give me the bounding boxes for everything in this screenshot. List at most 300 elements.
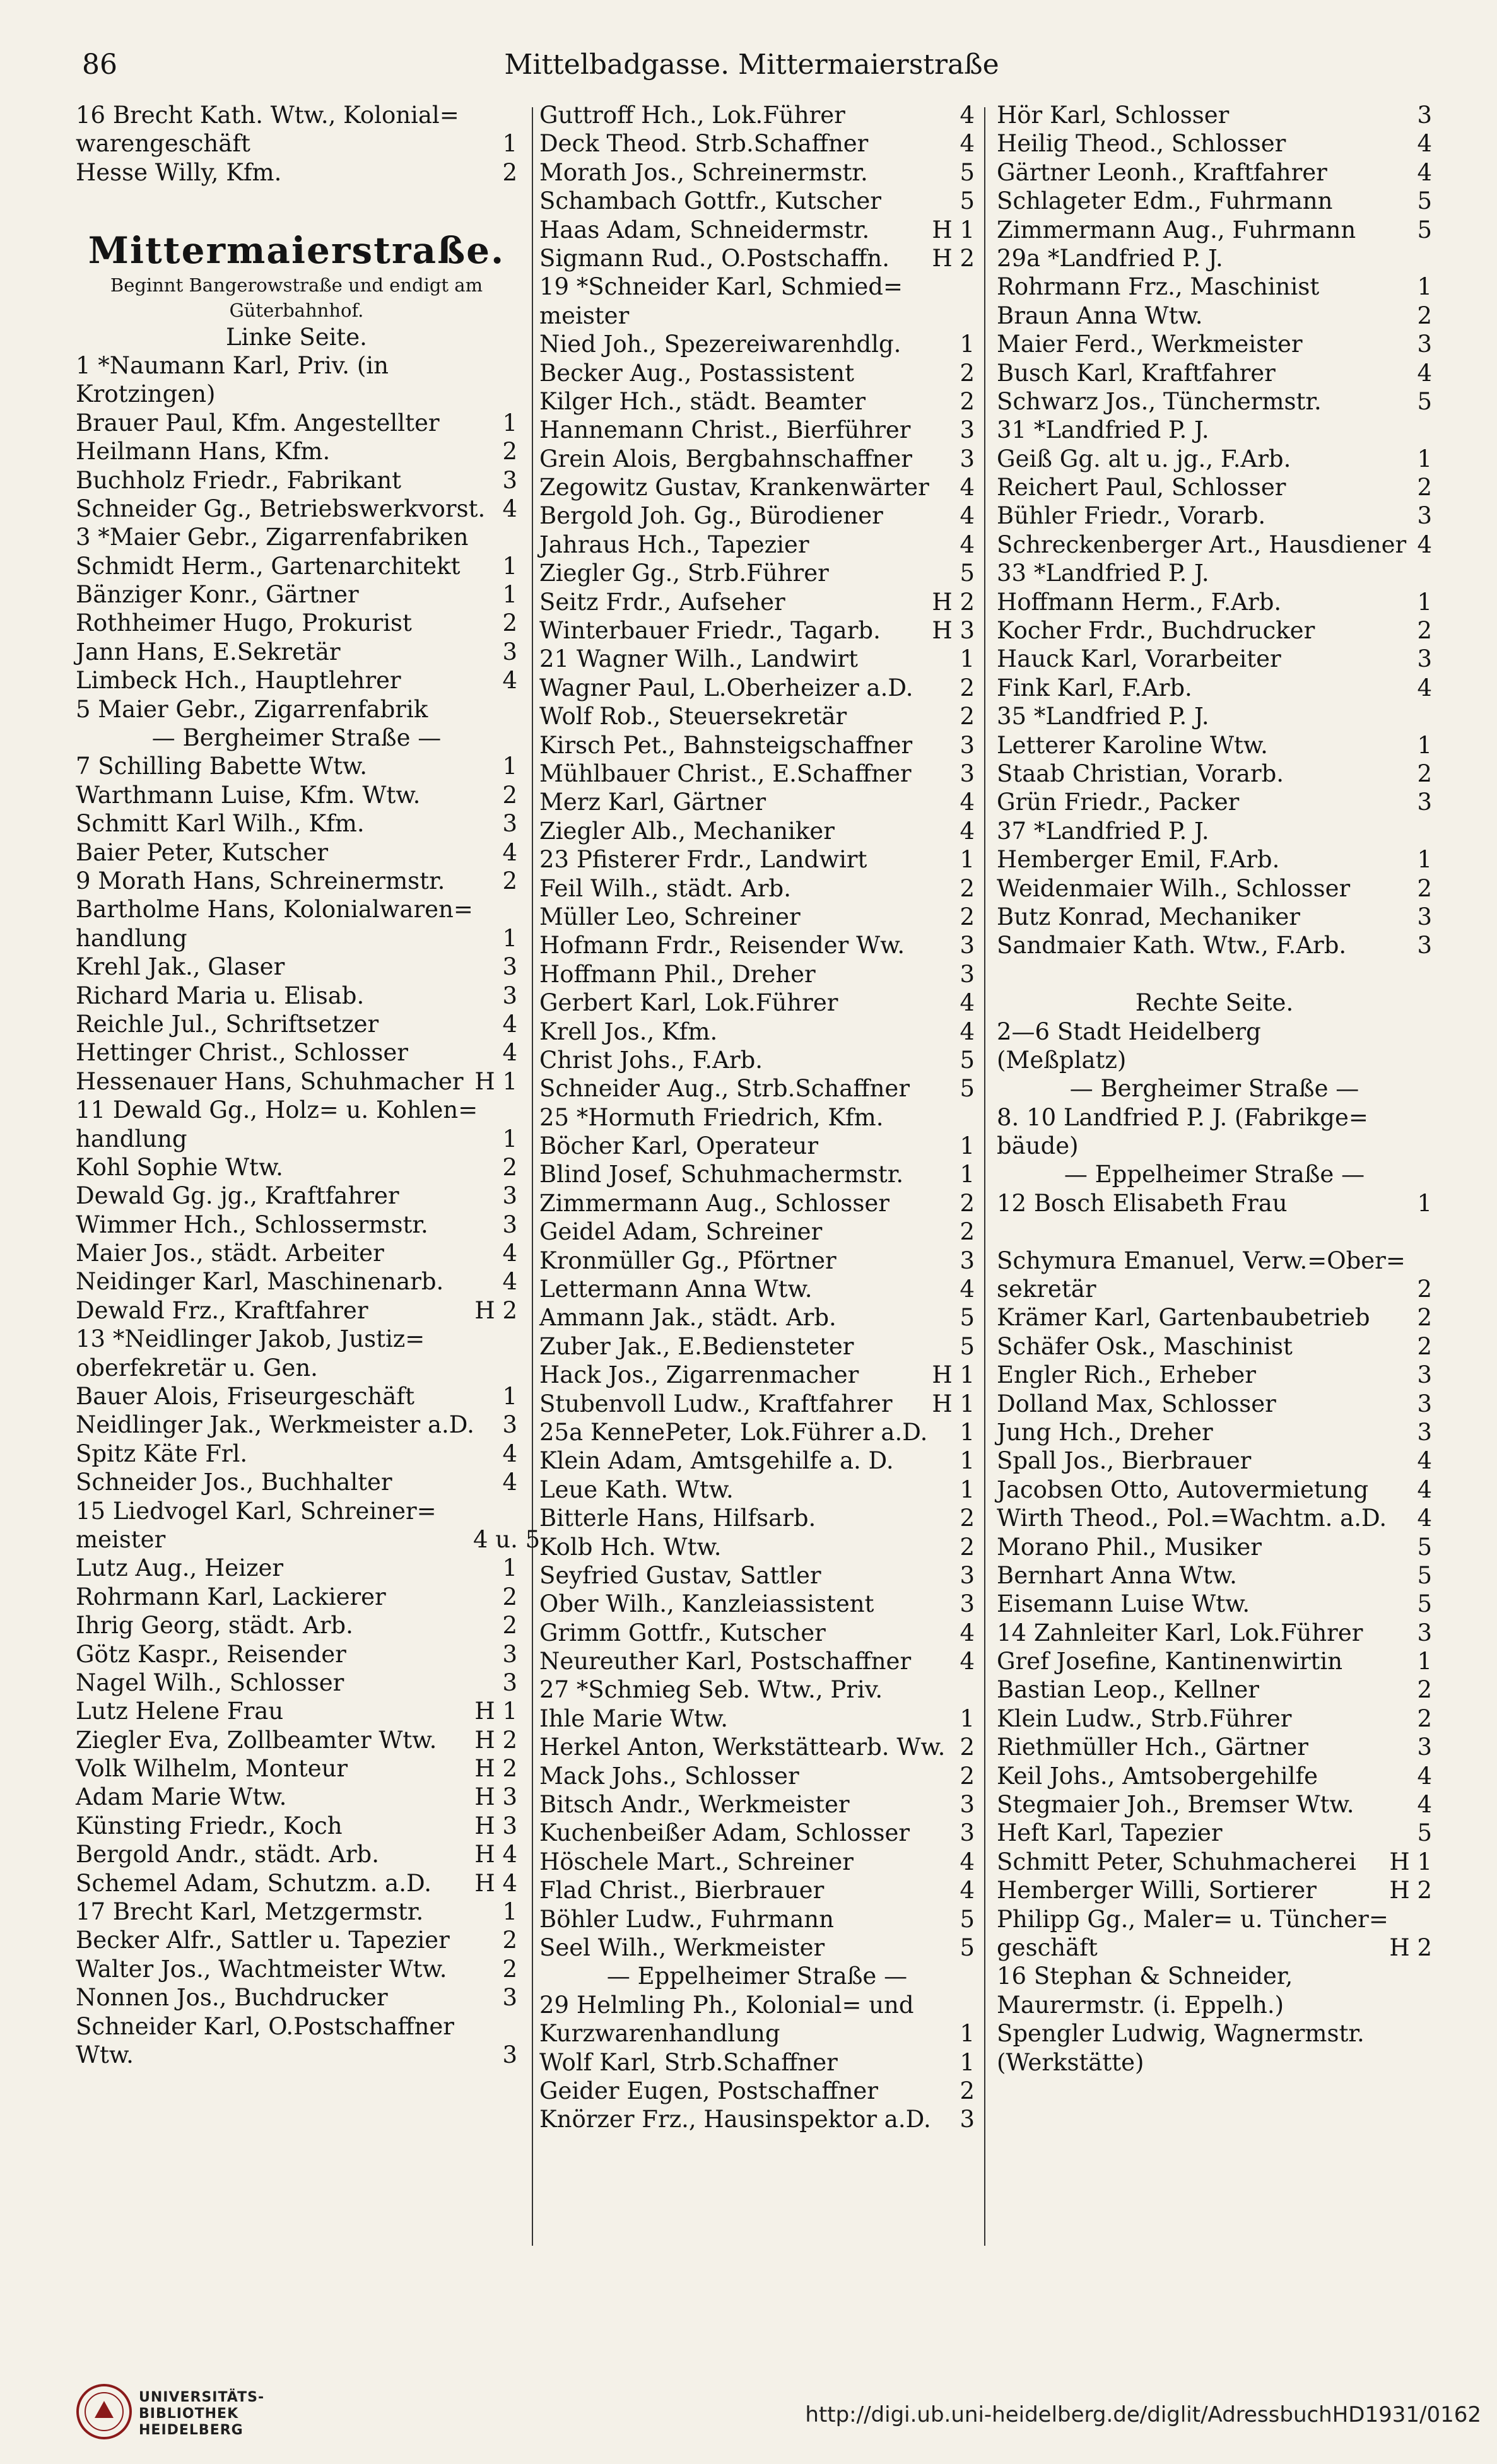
directory-entry [539,359,975,387]
entry-text: Volk Wilhelm, Monteur [76,1755,348,1783]
entry-text: Keil Johs., Amtsobergehilfe [997,1762,1318,1790]
entry-text: Fink Karl, F.Arb. [997,674,1192,701]
directory-entry [76,1955,517,1983]
directory-entry [997,445,1432,473]
floor-number: 2 [1417,1676,1432,1704]
directory-entry [76,867,517,895]
directory-entry [539,1647,975,1675]
directory-entry [539,1533,975,1561]
directory-entry [76,809,517,838]
entry-text: Rothheimer Hugo, Prokurist [76,609,412,637]
directory-entry [539,1475,975,1504]
entry-text: Wimmer Hch., Schlossermstr. [76,1211,428,1238]
floor-number: H 1 [1389,1848,1432,1875]
floor-number: 3 [960,960,975,988]
directory-entry [997,101,1432,129]
entry-text: Winterbauer Friedr., Tagarb. [539,617,881,645]
entry-text: 16 Stephan & Schneider, [997,1962,1293,1990]
entry-text: Hofmann Frdr., Reisender Ww. [539,932,905,959]
floor-number: 2 [502,1612,517,1640]
directory-entry [76,953,517,981]
entry-text: 29 Helmling Ph., Kolonial= und [539,1991,914,2019]
directory-entry [539,1390,975,1418]
entry-text: Schneider Gg., Betriebswerkvorst. [76,495,486,522]
directory-entry [997,1704,1432,1733]
floor-number: 1 [502,1383,517,1411]
floor-number: 2 [1417,1304,1432,1332]
floor-number: 4 [960,130,975,158]
floor-number: H 3 [474,1812,517,1839]
floor-number: 5 [960,1046,975,1074]
floor-number: 1 [960,645,975,673]
directory-entry [76,409,517,437]
floor-number: 2 [960,703,975,730]
entry-text: Spitz Käte Frl. [76,1440,248,1467]
directory-entry [539,1790,975,1819]
floor-number: 3 [502,1411,517,1439]
entry-text: Klein Ludw., Strb.Führer [997,1704,1292,1732]
entry-text: Hack Jos., Zigarrenmacher [539,1361,859,1389]
directory-entry [76,129,517,158]
entry-text: Jann Hans, E.Sekretär [76,638,341,666]
directory-entry [76,1211,517,1239]
entry-text: Spall Jos., Bierbrauer [997,1447,1252,1475]
directory-entry [539,502,975,530]
entry-text: Krehl Jak., Glaser [76,953,285,981]
floor-number: 1 [502,1125,517,1153]
floor-number: H 2 [1389,1877,1432,1904]
entry-text: Müller Leo, Schreiner [539,903,801,930]
entry-text: Zimmermann Aug., Fuhrmann [997,216,1356,243]
floor-number: 2 [502,1955,517,1983]
floor-number: 3 [1417,1418,1432,1446]
floor-number: H 2 [474,1755,517,1783]
floor-number: 5 [1417,1590,1432,1618]
source-url[interactable]: http://digi.ub.uni-heidelberg.de/diglit/AdressbuchHD1931/0162 [805,2402,1481,2427]
entry-text: Schäfer Osk., Maschinist [997,1332,1293,1360]
floor-number: 3 [1417,331,1432,358]
floor-number: 4 [1417,130,1432,158]
floor-number: 4 [960,789,975,816]
entry-text: Dewald Frz., Kraftfahrer [76,1296,368,1324]
entry-text: Grein Alois, Bergbahnschaffner [539,445,912,472]
directory-entry [76,1382,517,1411]
floor-number: 4 [502,1240,517,1267]
floor-number: 4 [960,1877,975,1904]
entry-text: handlung [76,924,187,952]
floor-number: 4 [960,531,975,558]
entry-text: — Eppelheimer Straße — [606,1962,908,1990]
entry-text: Lutz Helene Frau [76,1698,284,1725]
directory-entry [539,874,975,903]
floor-number: 3 [1417,1390,1432,1417]
entry-text: Ihle Marie Wtw. [539,1704,728,1732]
entry-text: Jung Hch., Dreher [997,1418,1213,1446]
directory-entry [997,330,1432,358]
floor-number: 4 [960,989,975,1017]
section-marker [76,323,517,351]
library-name-line: BIBLIOTHEK [139,2406,239,2422]
entry-text: Seyfried Gustav, Sattler [539,1561,821,1589]
entry-text: Hauck Karl, Vorarbeiter [997,645,1281,673]
directory-entry [997,1390,1432,1418]
directory-entry [539,330,975,358]
directory-entry [997,645,1432,673]
directory-entry [997,817,1432,845]
directory-entry [76,1583,517,1611]
directory-entry [997,674,1432,702]
entry-text: Neidinger Karl, Maschinenarb. [76,1268,444,1296]
entry-text: 23 Pfisterer Frdr., Landwirt [539,846,867,874]
directory-entry [997,903,1432,931]
entry-text: Engler Rich., Erheber [997,1361,1256,1389]
entry-text: geschäft [997,1934,1098,1961]
directory-entry [539,1590,975,1618]
directory-entry [76,924,517,953]
directory-entry [76,1354,517,1382]
entry-text: handlung [76,1125,187,1153]
floor-number: 3 [1417,1619,1432,1646]
floor-number: 4 [960,474,975,502]
directory-entry [76,1697,517,1725]
directory-entry [76,495,517,523]
floor-number: 5 [1417,216,1432,243]
entry-text: Bitterle Hans, Hilfsarb. [539,1505,816,1532]
entry-text: Schambach Gottfr., Kutscher [539,187,881,215]
directory-entry [76,187,517,215]
entry-text: Jahraus Hch., Tapezier [539,531,809,558]
entry-text: Kocher Frdr., Buchdrucker [997,617,1315,645]
entry-text: Weidenmaier Wilh., Schlosser [997,874,1351,902]
directory-entry [76,1926,517,1954]
entry-text: Reichert Paul, Schlosser [997,474,1286,502]
directory-entry [76,638,517,666]
entry-text: 11 Dewald Gg., Holz= u. Kohlen= [76,1096,478,1124]
entry-text: Gerbert Karl, Lok.Führer [539,989,838,1017]
entry-text: Spengler Ludwig, Wagnermstr. [997,2020,1365,2048]
entry-text: Jacobsen Otto, Autovermietung [997,1475,1369,1503]
entry-text: Hessenauer Hans, Schuhmacher [76,1067,464,1095]
directory-entry [76,523,517,551]
directory-entry [997,1876,1432,1904]
floor-number: 3 [1417,1734,1432,1761]
entry-text: Busch Karl, Kraftfahrer [997,359,1276,387]
entry-text: 7 Schilling Babette Wtw. [76,753,367,780]
directory-entry [76,1812,517,1840]
directory-entry [997,1533,1432,1561]
floor-number: 1 [1417,273,1432,301]
entry-text: Bänziger Konr., Gärtner [76,581,359,609]
directory-entry [76,1726,517,1754]
directory-entry [997,1018,1432,1046]
directory-entry [539,960,975,989]
entry-text: Bühler Friedr., Vorarb. [997,502,1266,530]
entry-text: Stegmaier Joh., Bremser Wtw. [997,1791,1354,1819]
floor-number: 4 [1417,1791,1432,1819]
page-header [82,43,1421,87]
floor-number: 5 [960,158,975,186]
library-seal-icon [76,2383,132,2440]
floor-number: 4 [1417,158,1432,186]
entry-text: Hoffmann Phil., Dreher [539,960,816,988]
entry-text: Kolb Hch. Wtw. [539,1533,722,1561]
entry-text: Morath Jos., Schreinermstr. [539,158,868,186]
entry-text: Sigmann Rud., O.Postschaffn. [539,244,890,272]
directory-entry [997,1819,1432,1847]
directory-entry [997,1247,1432,1275]
directory-entry [539,1704,975,1733]
section-marker [997,1074,1432,1103]
floor-number: 2 [960,1762,975,1790]
entry-text: Kirsch Pet., Bahnsteigschaffner [539,731,913,759]
floor-number: 4 [502,667,517,695]
entry-text: Kuchenbeißer Adam, Schlosser [539,1819,910,1847]
directory-entry [76,1783,517,1811]
entry-text: 25a KennePeter, Lok.Führer a.D. [539,1418,928,1446]
entry-text: Bastian Leop., Kellner [997,1676,1259,1704]
directory-entry [997,1762,1432,1790]
directory-entry [539,244,975,273]
entry-text: Grün Friedr., Packer [997,789,1240,816]
directory-entry [76,838,517,867]
floor-number: 1 [1417,846,1432,874]
floor-number: 3 [502,1640,517,1668]
floor-number: 2 [960,1505,975,1532]
directory-entry [539,1619,975,1647]
floor-number: 3 [960,760,975,787]
floor-number: 2 [960,1189,975,1217]
entry-text: — Eppelheimer Straße — [1064,1161,1365,1188]
directory-entry [539,1446,975,1475]
directory-entry [76,1296,517,1325]
floor-number: 1 [960,1161,975,1188]
directory-entry [76,1669,517,1697]
floor-number: H 4 [474,1841,517,1869]
floor-number: 4 [960,1018,975,1045]
entry-text: 17 Brecht Karl, Metzgermstr. [76,1898,424,1926]
floor-number: 3 [1417,789,1432,816]
directory-entry [997,473,1432,502]
directory-entry [997,1991,1432,2019]
floor-number: 3 [960,1561,975,1589]
floor-number: 2 [1417,1276,1432,1303]
entry-text: warengeschäft [76,130,250,158]
directory-entry [539,1275,975,1303]
directory-entry [76,158,517,187]
entry-text: 15 Liedvogel Karl, Schreiner= [76,1497,437,1525]
entry-text: Krell Jos., Kfm. [539,1018,718,1045]
entry-text: Becker Alfr., Sattler u. Tapezier [76,1927,450,1954]
directory-entry [997,531,1432,559]
entry-text: Merz Karl, Gärtner [539,789,766,816]
floor-number: H 1 [474,1067,517,1095]
entry-text: Beginnt Bangerowstraße und endigt am [110,274,483,296]
directory-entry [997,244,1432,273]
entry-text: Philipp Gg., Maler= u. Tüncher= [997,1905,1388,1933]
floor-number: 5 [1417,387,1432,415]
floor-number: 5 [960,560,975,587]
directory-entry [539,674,975,702]
entry-text: (Meßplatz) [997,1046,1127,1074]
entry-text: Adam Marie Wtw. [76,1783,287,1811]
floor-number: 2 [960,674,975,701]
directory-entry [76,1267,517,1296]
directory-entry [997,216,1432,244]
floor-number: 1 [1417,445,1432,472]
entry-text: Ziegler Eva, Zollbeamter Wtw. [76,1726,437,1754]
floor-number: 1 [1417,588,1432,616]
floor-number: 3 [960,1590,975,1618]
directory-entry [539,1132,975,1160]
entry-text: Gref Josefine, Kantinenwirtin [997,1648,1343,1675]
entry-text: Eisemann Luise Wtw. [997,1590,1250,1618]
directory-entry [997,702,1432,730]
entry-text: Dolland Max, Schlosser [997,1390,1276,1417]
directory-entry [76,1067,517,1096]
entry-text: 29a *Landfried P. J. [997,244,1223,272]
directory-entry [539,1876,975,1904]
directory-entry [539,1504,975,1532]
entry-text: Maier Jos., städt. Arbeiter [76,1240,384,1267]
entry-text: — Bergheimer Straße — [151,724,442,752]
directory-entry [539,1303,975,1332]
entry-text: Haas Adam, Schneidermstr. [539,216,870,243]
floor-number: 4 [1417,1475,1432,1503]
floor-number: 3 [960,932,975,959]
directory-entry [76,1754,517,1783]
floor-number: 2 [960,1218,975,1246]
floor-number: 1 [1417,1189,1432,1217]
entry-text: Bitsch Andr., Werkmeister [539,1791,850,1819]
directory-entry [539,760,975,788]
directory-entry [997,2048,1432,2077]
entry-text: Flad Christ., Bierbrauer [539,1877,825,1904]
directory-entry [997,1332,1432,1361]
entry-text: Schwarz Jos., Tünchermstr. [997,387,1322,415]
directory-entry [539,845,975,874]
entry-text: Letterer Karoline Wtw. [997,731,1268,759]
floor-number: H 2 [932,588,975,616]
directory-entry [997,187,1432,215]
entry-text: Becker Aug., Postassistent [539,359,854,387]
floor-number: 3 [960,445,975,472]
floor-number: 4 [1417,674,1432,701]
directory-entry [997,588,1432,616]
entry-text: Lettermann Anna Wtw. [539,1276,813,1303]
directory-entry [76,1125,517,1153]
entry-text: Limbeck Hch., Hauptlehrer [76,667,401,695]
library-name-line: HEIDELBERG [139,2422,244,2438]
directory-entry [76,1640,517,1669]
entry-text: Brauer Paul, Kfm. Angestellter [76,409,440,437]
directory-entry [76,1096,517,1124]
entry-text: 8. 10 Landfried P. J. (Fabrikge= [997,1103,1368,1131]
directory-entry [997,129,1432,158]
floor-number: 2 [502,1153,517,1181]
directory-entry [997,1733,1432,1761]
floor-number: 2 [502,781,517,809]
floor-number: 3 [1417,932,1432,959]
entry-text: Warthmann Luise, Kfm. Wtw. [76,781,421,809]
floor-number: 5 [960,1934,975,1961]
entry-text: Grimm Gottfr., Kutscher [539,1619,826,1646]
directory-entry [997,502,1432,530]
directory-entry [997,1561,1432,1590]
library-name [139,2390,328,2439]
entry-text: Hoffmann Herm., F.Arb. [997,588,1282,616]
entry-text: Lutz Aug., Heizer [76,1554,284,1582]
entry-text: Bergold Andr., städt. Arb. [76,1841,379,1869]
entry-text: Ihrig Georg, städt. Arb. [76,1612,353,1640]
directory-entry [539,416,975,444]
entry-text: Wolf Karl, Strb.Schaffner [539,2048,838,2076]
page-footer [0,2378,1497,2448]
entry-text: 13 *Neidlinger Jakob, Justiz= [76,1325,425,1353]
directory-entry [997,1303,1432,1332]
floor-number: 3 [1417,645,1432,673]
floor-number: 2 [960,874,975,902]
entry-text: Zimmermann Aug., Schlosser [539,1189,889,1217]
directory-entry [539,559,975,587]
directory-entry [997,2019,1432,2048]
directory-entry [997,387,1432,416]
entry-text: Blind Josef, Schuhmachermstr. [539,1161,904,1188]
entry-text: Ober Wilh., Kanzleiassistent [539,1590,874,1618]
directory-entry [539,616,975,645]
floor-number: 3 [502,953,517,981]
floor-number: 1 [960,2048,975,2076]
entry-text: Schemel Adam, Schutzm. a.D. [76,1869,432,1897]
directory-entry [539,1361,975,1389]
entry-text: Neureuther Karl, Postschaffner [539,1648,912,1675]
floor-number: 2 [960,359,975,387]
floor-number: 4 [1417,1447,1432,1475]
directory-entry [76,437,517,466]
entry-text: Mack Johs., Schlosser [539,1762,799,1790]
floor-number: 1 [502,130,517,158]
directory-entry [997,1675,1432,1704]
floor-number: 2 [1417,1332,1432,1360]
directory-entry [76,2012,517,2041]
directory-entry [539,1046,975,1074]
entry-text: Richard Maria u. Elisab. [76,982,365,1009]
floor-number: 5 [960,1304,975,1332]
directory-entry [997,1189,1432,1217]
directory-entry [539,1848,975,1876]
directory-entry [997,416,1432,444]
section-marker [997,989,1432,1017]
directory-entry [76,982,517,1010]
running-title: Mittelbadgasse. Mittermaierstraße [504,49,999,81]
directory-entry [997,273,1432,301]
entry-text: Ammann Jak., städt. Arb. [539,1304,837,1332]
entry-text: Heilig Theod., Schlosser [997,130,1286,158]
entry-text: Leue Kath. Wtw. [539,1475,734,1503]
entry-text: Christ Johs., F.Arb. [539,1046,763,1074]
directory-entry [76,1182,517,1210]
floor-number: 1 [502,581,517,609]
floor-number: 4 [1417,1762,1432,1790]
entry-text: 16 Brecht Kath. Wtw., Kolonial= [76,102,459,129]
floor-number: 1 [502,924,517,952]
directory-entry [539,187,975,215]
entry-text: Wolf Rob., Steuersekretär [539,703,847,730]
floor-number: H 1 [932,216,975,243]
entry-text: Staab Christian, Vorarb. [997,760,1284,787]
directory-entry [539,588,975,616]
entry-text: Herkel Anton, Werkstättearb. Ww. [539,1734,946,1761]
entry-text: Güterbahnhof. [229,299,364,321]
